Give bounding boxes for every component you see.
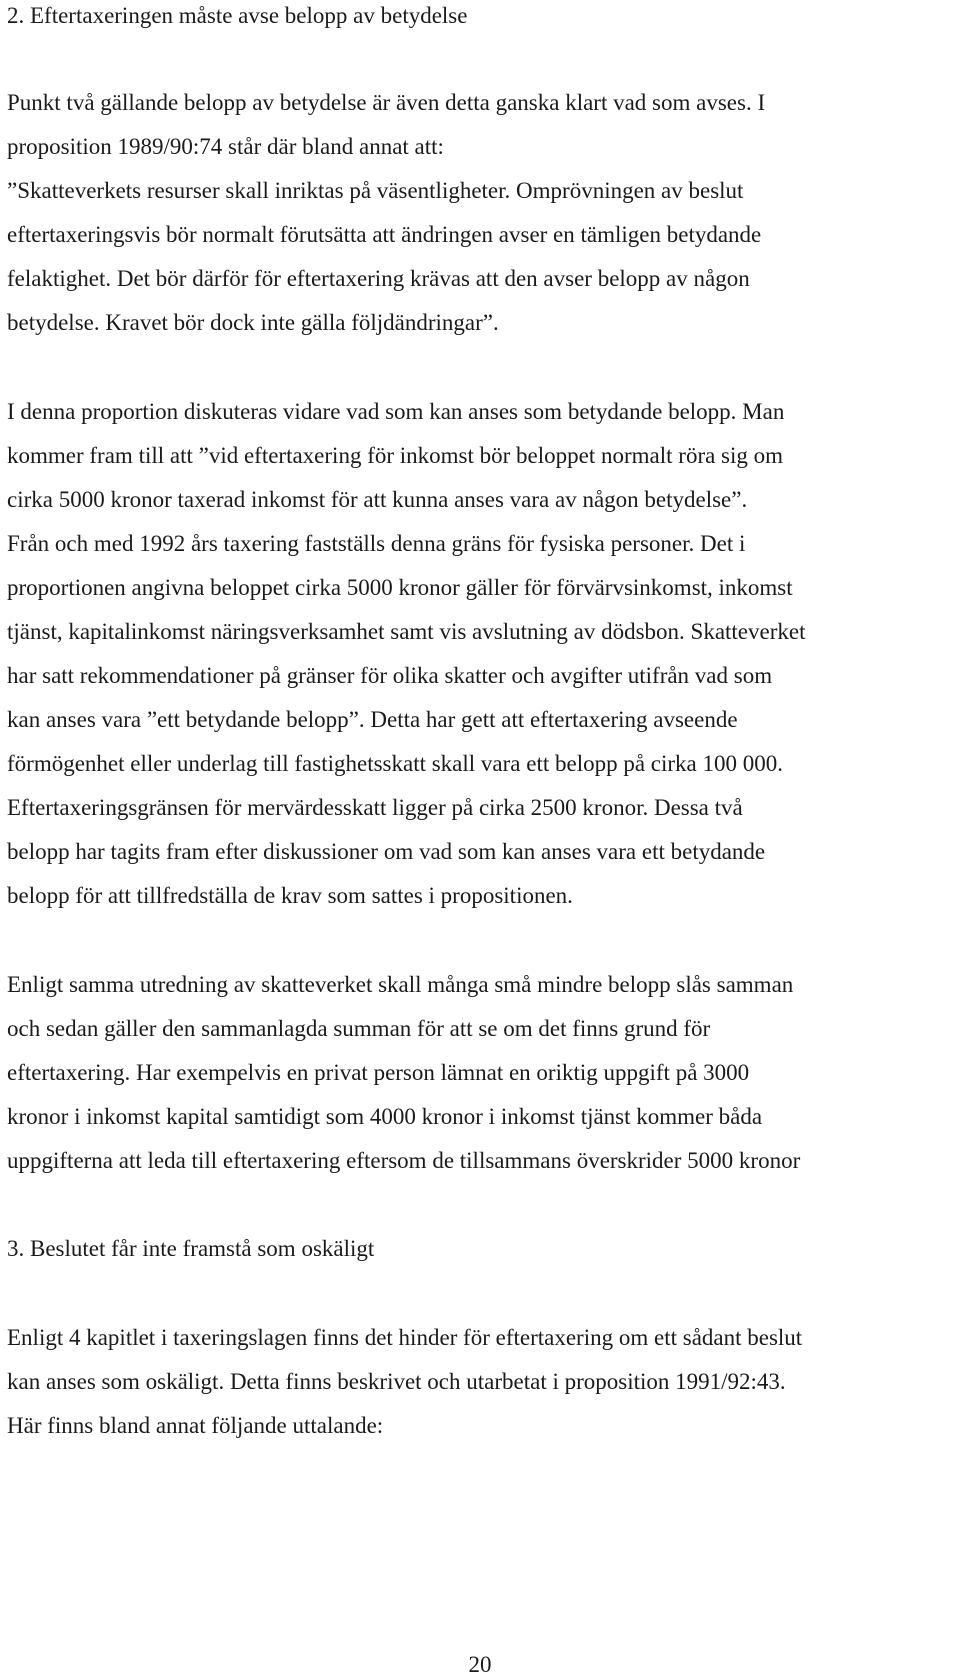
text-line: tjänst, kapitalinkomst näringsverksamhet samt vis avslutning av dödsbon. Skatteverket: [7, 619, 806, 644]
text-line: kronor i inkomst kapital samtidigt som 4000 kronor i inkomst tjänst kommer båda: [7, 1104, 763, 1129]
text-line: kan anses vara ”ett betydande belopp”. Detta har gett att eftertaxering avseende: [7, 707, 738, 732]
text-line: förmögenhet eller underlag till fastighetsskatt skall vara ett belopp på cirka 100 000.: [7, 751, 784, 776]
page-number: 20: [468, 1652, 492, 1677]
text-line: proportionen angivna beloppet cirka 5000 kronor gäller för förvärvsinkomst, inkomst: [7, 575, 793, 600]
text-line: Enligt samma utredning av skatteverket skall många små mindre belopp slås samman: [7, 972, 794, 997]
text-line: cirka 5000 kronor taxerad inkomst för att kunna anses vara av någon betydelse”.: [7, 487, 748, 512]
text-line: ”Skatteverkets resurser skall inriktas på väsentligheter. Omprövningen av beslut: [7, 178, 744, 203]
text-line: betydelse. Kravet bör dock inte gälla följdändringar”.: [7, 310, 499, 335]
text-line: Eftertaxeringsgränsen för mervärdesskatt ligger på cirka 2500 kronor. Dessa två: [7, 795, 743, 820]
text-line: I denna proportion diskuteras vidare vad som kan anses som betydande belopp. Man: [7, 399, 785, 424]
section-heading: 3. Beslutet får inte framstå som oskäligt: [7, 1236, 375, 1261]
text-line: Enligt 4 kapitlet i taxeringslagen finns det hinder för eftertaxering om ett sådant beslut: [7, 1325, 803, 1350]
text-line: eftertaxeringsvis bör normalt förutsätta att ändringen avser en tämligen betydande: [7, 222, 762, 247]
text-line: Punkt två gällande belopp av betydelse är även detta ganska klart vad som avses. I: [7, 90, 766, 115]
section-heading: 2. Eftertaxeringen måste avse belopp av betydelse: [7, 3, 468, 28]
text-line: proposition 1989/90:74 står där bland annat att:: [7, 134, 444, 159]
text-line: Här finns bland annat följande uttalande:: [7, 1413, 384, 1438]
text-line: Från och med 1992 års taxering fastställs denna gräns för fysiska personer. Det i: [7, 531, 746, 556]
text-line: uppgifterna att leda till eftertaxering eftersom de tillsammans överskrider 5000 kronor: [7, 1148, 801, 1173]
text-line: har satt rekommendationer på gränser för olika skatter och avgifter utifrån vad som: [7, 663, 773, 688]
text-line: kan anses som oskäligt. Detta finns beskrivet och utarbetat i proposition 1991/92:43.: [7, 1369, 786, 1394]
text-line: eftertaxering. Har exempelvis en privat person lämnat en oriktig uppgift på 3000: [7, 1060, 750, 1085]
text-line: belopp har tagits fram efter diskussioner om vad som kan anses vara ett betydande: [7, 839, 766, 864]
text-line: kommer fram till att ”vid eftertaxering för inkomst bör beloppet normalt röra sig om: [7, 443, 784, 468]
text-line: belopp för att tillfredställa de krav som sattes i propositionen.: [7, 883, 573, 908]
text-line: och sedan gäller den sammanlagda summan för att se om det finns grund för: [7, 1016, 711, 1041]
text-line: felaktighet. Det bör därför för eftertaxering krävas att den avser belopp av någon: [7, 266, 750, 291]
